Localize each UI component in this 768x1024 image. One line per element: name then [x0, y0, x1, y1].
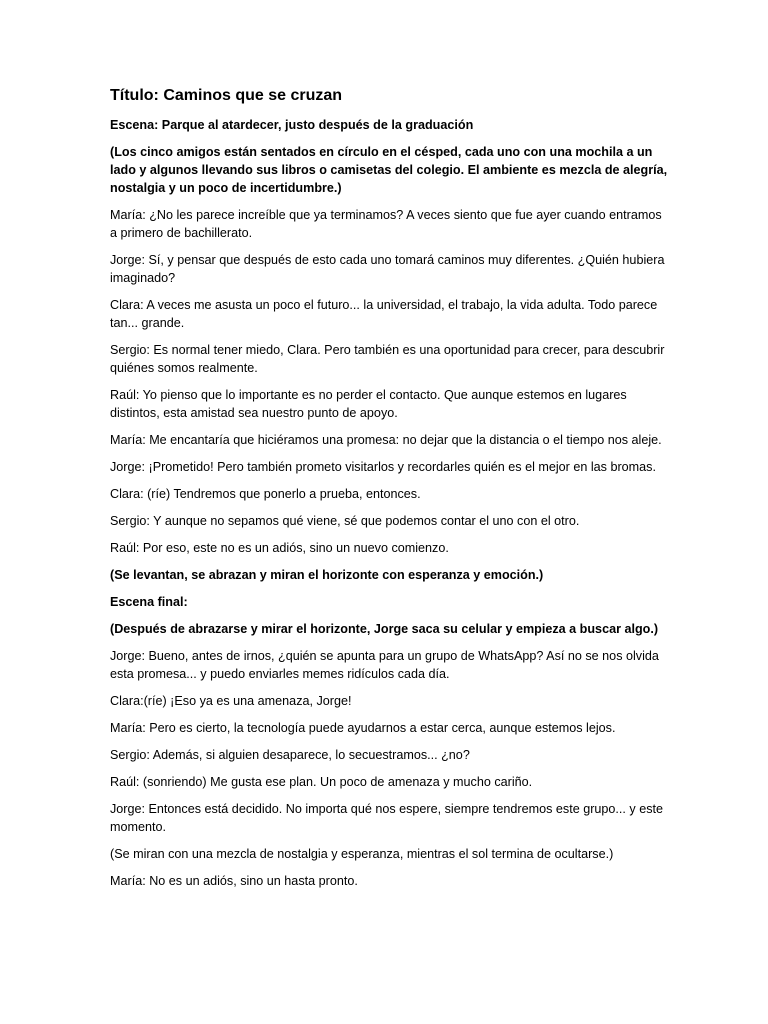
dialogue-paragraph: Raúl: (sonriendo) Me gusta ese plan. Un poco de amenaza y mucho cariño.: [110, 775, 533, 789]
document-body: [110, 116, 670, 890]
dialogue-paragraph: Sergio: Y aunque no sepamos qué viene, sé que podemos contar el uno con el otro.: [110, 514, 580, 528]
dialogue-paragraph: María: Me encantaría que hiciéramos una promesa: no dejar que la distancia o el tiempo nos aleje.: [110, 433, 662, 447]
document-page: [110, 86, 670, 899]
dialogue-paragraph: Raúl: Por eso, este no es un adiós, sino un nuevo comienzo.: [110, 541, 449, 555]
dialogue-paragraph: Clara:(ríe) ¡Eso ya es una amenaza, Jorge!: [110, 694, 352, 708]
dialogue-paragraph: (Se miran con una mezcla de nostalgia y esperanza, mientras el sol termina de ocultarse.): [110, 847, 614, 861]
dialogue-paragraph: Jorge: Sí, y pensar que después de esto cada uno tomará caminos muy diferentes. ¿Quién hubiera imaginado?: [110, 253, 665, 285]
dialogue-paragraph: Sergio: Es normal tener miedo, Clara. Pero también es una oportunidad para crecer, para descubrir quiénes somos realmente.: [110, 343, 665, 375]
stage-direction-paragraph: Escena final:: [110, 595, 188, 609]
dialogue-paragraph: María: No es un adiós, sino un hasta pronto.: [110, 874, 358, 888]
stage-direction-paragraph: (Se levantan, se abrazan y miran el horizonte con esperanza y emoción.): [110, 568, 544, 582]
dialogue-paragraph: Jorge: ¡Prometido! Pero también prometo visitarlos y recordarles quién es el mejor en las bromas.: [110, 460, 656, 474]
dialogue-paragraph: María: ¿No les parece increíble que ya terminamos? A veces siento que fue ayer cuando entramos a primero de bachillerato.: [110, 208, 662, 240]
dialogue-paragraph: Jorge: Entonces está decidido. No importa qué nos espere, siempre tendremos este grupo... y este momento.: [110, 802, 664, 834]
document-title: Título: Caminos que se cruzan: [110, 87, 343, 104]
stage-direction-paragraph: (Los cinco amigos están sentados en círculo en el césped, cada uno con una mochila a un lado y algunos llevando sus libros o camisetas del colegio. El ambiente es mezcla de alegría, nostalgia y un poco de incertidumbre.): [110, 145, 668, 195]
stage-direction-paragraph: Escena: Parque al atardecer, justo después de la graduación: [110, 118, 474, 132]
dialogue-paragraph: María: Pero es cierto, la tecnología puede ayudarnos a estar cerca, aunque estemos lejos.: [110, 721, 616, 735]
dialogue-paragraph: Clara: (ríe) Tendremos que ponerlo a prueba, entonces.: [110, 487, 421, 501]
stage-direction-paragraph: (Después de abrazarse y mirar el horizonte, Jorge saca su celular y empieza a buscar algo.): [110, 622, 659, 636]
dialogue-paragraph: Clara: A veces me asusta un poco el futuro... la universidad, el trabajo, la vida adulta. Todo parece tan... grande.: [110, 298, 658, 330]
dialogue-paragraph: Jorge: Bueno, antes de irnos, ¿quién se apunta para un grupo de WhatsApp? Así no se nos olvida esta promesa... y puedo enviarles memes ridículos cada día.: [110, 649, 659, 681]
dialogue-paragraph: Raúl: Yo pienso que lo importante es no perder el contacto. Que aunque estemos en lugares distintos, esta amistad sea nuestro punto de apoyo.: [110, 388, 627, 420]
dialogue-paragraph: Sergio: Además, si alguien desaparece, lo secuestramos... ¿no?: [110, 748, 470, 762]
